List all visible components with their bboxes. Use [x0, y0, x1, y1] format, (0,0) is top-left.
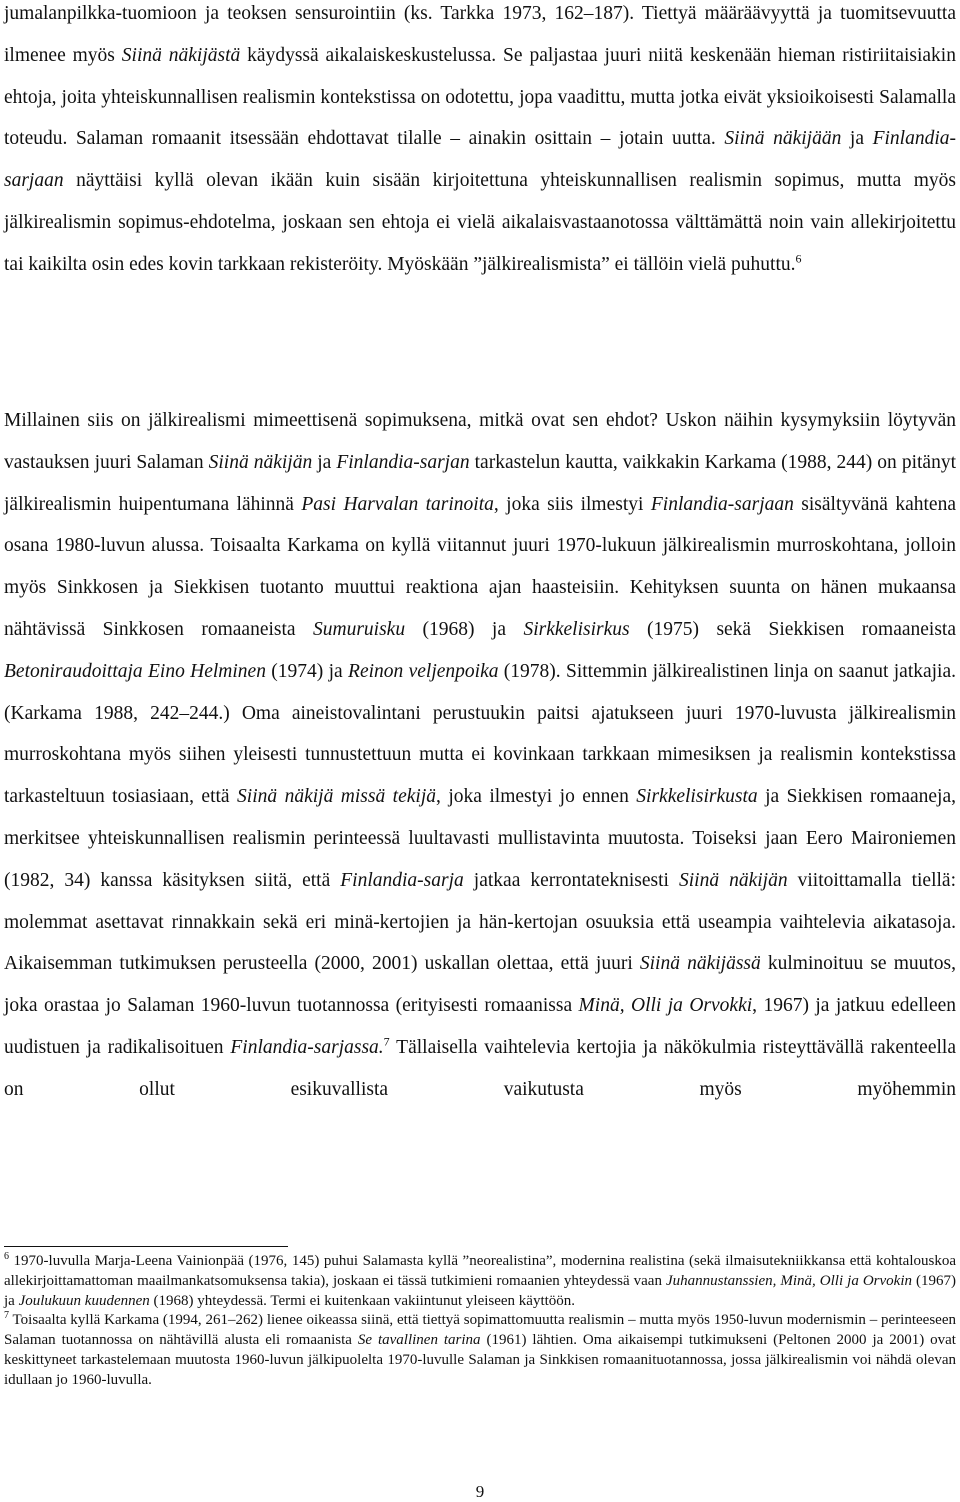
- text-run: sisältyvänä kahtena osana 1980-luvun alussa. Toisaalta Karkama on kyllä viitannut juuri 1970-lukuun jälkirealismin murroskohtana, jolloin myös Sinkkosen ja Siekkisen tuotanto muuttui reaktiona ajan haasteisiin. Kehityksen suunta on hänen mukaansa nähtävissä Sinkkosen romaaneista: [4, 493, 956, 640]
- book-title: Finlandia-sarjan: [336, 451, 470, 473]
- book-title: Finlandia-sarjassa.: [230, 1036, 384, 1058]
- book-title: Siinä näkijä missä tekijä: [237, 786, 436, 808]
- book-title: Betoniraudoittaja Eino Helminen: [4, 660, 266, 682]
- footnotes: [4, 1252, 956, 1391]
- book-title: Sirkkelisirkus: [523, 618, 630, 640]
- book-title: Joulukuun kuudennen: [18, 1292, 150, 1309]
- text-run: (1975) sekä Siekkisen romaaneista: [629, 618, 956, 640]
- footnote-6: [4, 1252, 956, 1311]
- text-run: kulminoituu se muutos, joka orastaa jo Salaman 1960-luvun tuotannossa (erityisesti romaanissa: [4, 953, 956, 1017]
- book-title: Siinä näkijässä: [639, 953, 761, 975]
- footnote-7: [4, 1311, 956, 1390]
- book-title: Siinä näkijän: [208, 451, 313, 473]
- text-run: ja: [841, 128, 873, 150]
- book-title: Reinon veljenpoika: [348, 660, 499, 682]
- text-run: jatkaa kerrontateknisesti: [463, 869, 679, 891]
- footnote-separator: [4, 1246, 288, 1247]
- text-run: ja Siekkisen romaaneja, merkitsee yhteiskunnallisen realismin perinteessä luultavasti mullistavinta muutosta. Toiseksi jaan Eero Maironiemen (1982, 34) kanssa käsityksen siitä, että: [4, 786, 956, 891]
- book-title: Sumuruisku: [312, 618, 406, 640]
- text-run: (1967) ja: [4, 1272, 956, 1309]
- body-paragraph-1: [4, 0, 956, 286]
- text-run: näyttäisi kyllä olevan ikään kuin sisään kirjoitettuna yhteiskunnallisen realismin sopimus, mutta myös jälkirealismin sopimus-ehdotelma, joskaan sen ehtoja ei vielä aikalaisvastaanotossa välttämättä noin vain allekirjoitettu tai kaikilta osin edes kovin tarkkaan rekisteröity. Myöskään ”jälkirealismista” ei tällöin vielä puhuttu.: [4, 170, 956, 275]
- book-title: Siinä näkijästä: [121, 44, 241, 66]
- body-paragraph-2: [4, 400, 956, 1111]
- text-run: , 1967) ja jatkuu edelleen uudistuen ja radikalisoituen: [4, 995, 956, 1058]
- book-title: Finlandia-sarjaan: [4, 128, 956, 192]
- text-run: Millainen siis on jälkirealismi mimeettisenä sopimuksena, mitkä ovat sen ehdot? Uskon näihin kysymyksiin löytyvän vastauksen juuri Salaman: [4, 410, 956, 473]
- text-run: , joka siis ilmestyi: [493, 493, 651, 515]
- book-title: Sirkkelisirkusta: [636, 786, 758, 808]
- footnote-reference[interactable]: 7: [383, 1034, 390, 1049]
- text-run: (1968) ja: [405, 618, 524, 640]
- text-run: Toisaalta kyllä Karkama (1994, 261–262) lienee oikeassa siinä, että tiettyä sopimattomuutta realismin – mutta myös 1950-luvun modernismin – perinteeseen Salaman tuotannossa on nähtävillä alusta eli romaanista: [4, 1312, 956, 1349]
- book-title: Juhannustanssien, Minä, Olli ja Orvokin: [665, 1272, 912, 1289]
- book-title: Siinä näkijän: [679, 869, 788, 891]
- book-title: Pasi Harvalan tarinoita: [301, 493, 494, 515]
- text-run: ja: [312, 451, 337, 473]
- footnote-number: 7: [4, 1310, 9, 1322]
- book-title: Finlandia-sarja: [340, 869, 464, 891]
- text-run: , joka ilmestyi jo ennen: [435, 786, 637, 808]
- book-title: Finlandia-sarjaan: [650, 493, 794, 515]
- text-run: (1978). Sittemmin jälkirealistinen linja on saanut jatkajia. (Karkama 1988, 242–244.) Oma aineistovalintani perustuukin paitsi ajatukseen juuri 1970-luvusta jälkirealismin murroskohtana myös siihen yleisesti tunnustettuun mutta ei kovinkaan tarkkaan mimesiksen ja realismin kontekstissa tarkasteltuun tosiasiaan, että: [4, 660, 957, 808]
- book-title: Minä, Olli ja Orvokki: [578, 995, 753, 1017]
- text-run: (1968) yhteydessä. Termi ei kuitenkaan vakiintunut yleiseen käyttöön.: [149, 1292, 576, 1309]
- text-run: Tällaisella vaihtelevia kertojia ja näkökulmia risteyttävällä rakenteella on ollut esikuvallista vaikutusta myös myöhemmin: [4, 1036, 956, 1100]
- book-title: Siinä näkijään: [724, 128, 842, 150]
- text-run: tarkastelun kautta, vaikkakin Karkama (1988, 244) on pitänyt jälkirealismin huipentumana lähinnä: [4, 451, 956, 515]
- footnote-number: 6: [4, 1251, 9, 1262]
- page-number: 9: [475, 1482, 485, 1501]
- book-title: Se tavallinen tarina: [357, 1332, 481, 1349]
- text-run: 1970-luvulla Marja-Leena Vainionpää (1976, 145) puhui Salamasta kyllä ”neorealistina”, modernina realistina (sekä ilmaisutekniikkansa että kohtalouskoa allekirjoittamattoman maailmankatsomuksensa takia), joskaan ei tässä tutkimieni romaanien yhteydessä vaan: [4, 1253, 956, 1289]
- text-run: viitoittamalla tiellä: molemmat asettavat rinnakkain sekä eri minä-kertojien ja hän-kertojan osuuksia että useampia vaihtelevia aikatasoja. Aikaisemman tutkimuksen perusteella (2000, 2001) uskallan olettaa, että juuri: [4, 869, 956, 975]
- text-run: käydyssä aikalaiskeskustelussa. Se paljastaa juuri niitä keskenään hieman ristiriitaisiakin ehtoja, joita yhteiskunnallisen realismin kontekstissa on odotettu, jopa vaadittu, mutta jotka eivät yksioikoisesti Salamalla toteudu. Salaman romaanit itsessään ehdottavat tilalle – ainakin osittain – jotain uutta.: [4, 44, 956, 150]
- footnote-reference[interactable]: 6: [795, 251, 802, 266]
- text-run: (1961) lähtien. Oma aikaisempi tutkimukseni (Peltonen 2000 ja 2001) ovat keskittyneet tarkastelemaan muutosta 1960-luvun jälkipuolelta 1970-luvulle Salaman ja Sinkkisen romaanituotannossa, jossa jälkirealismin voi nähdä olevan idullaan jo 1960-luvulla.: [4, 1332, 956, 1388]
- text-run: (1974) ja: [265, 660, 349, 682]
- text-run: jumalanpilkka-tuomioon ja teoksen sensurointiin (ks. Tarkka 1973, 162–187). Tiettyä määräävyyttä ja tuomitsevuutta ilmenee myös: [4, 3, 956, 66]
